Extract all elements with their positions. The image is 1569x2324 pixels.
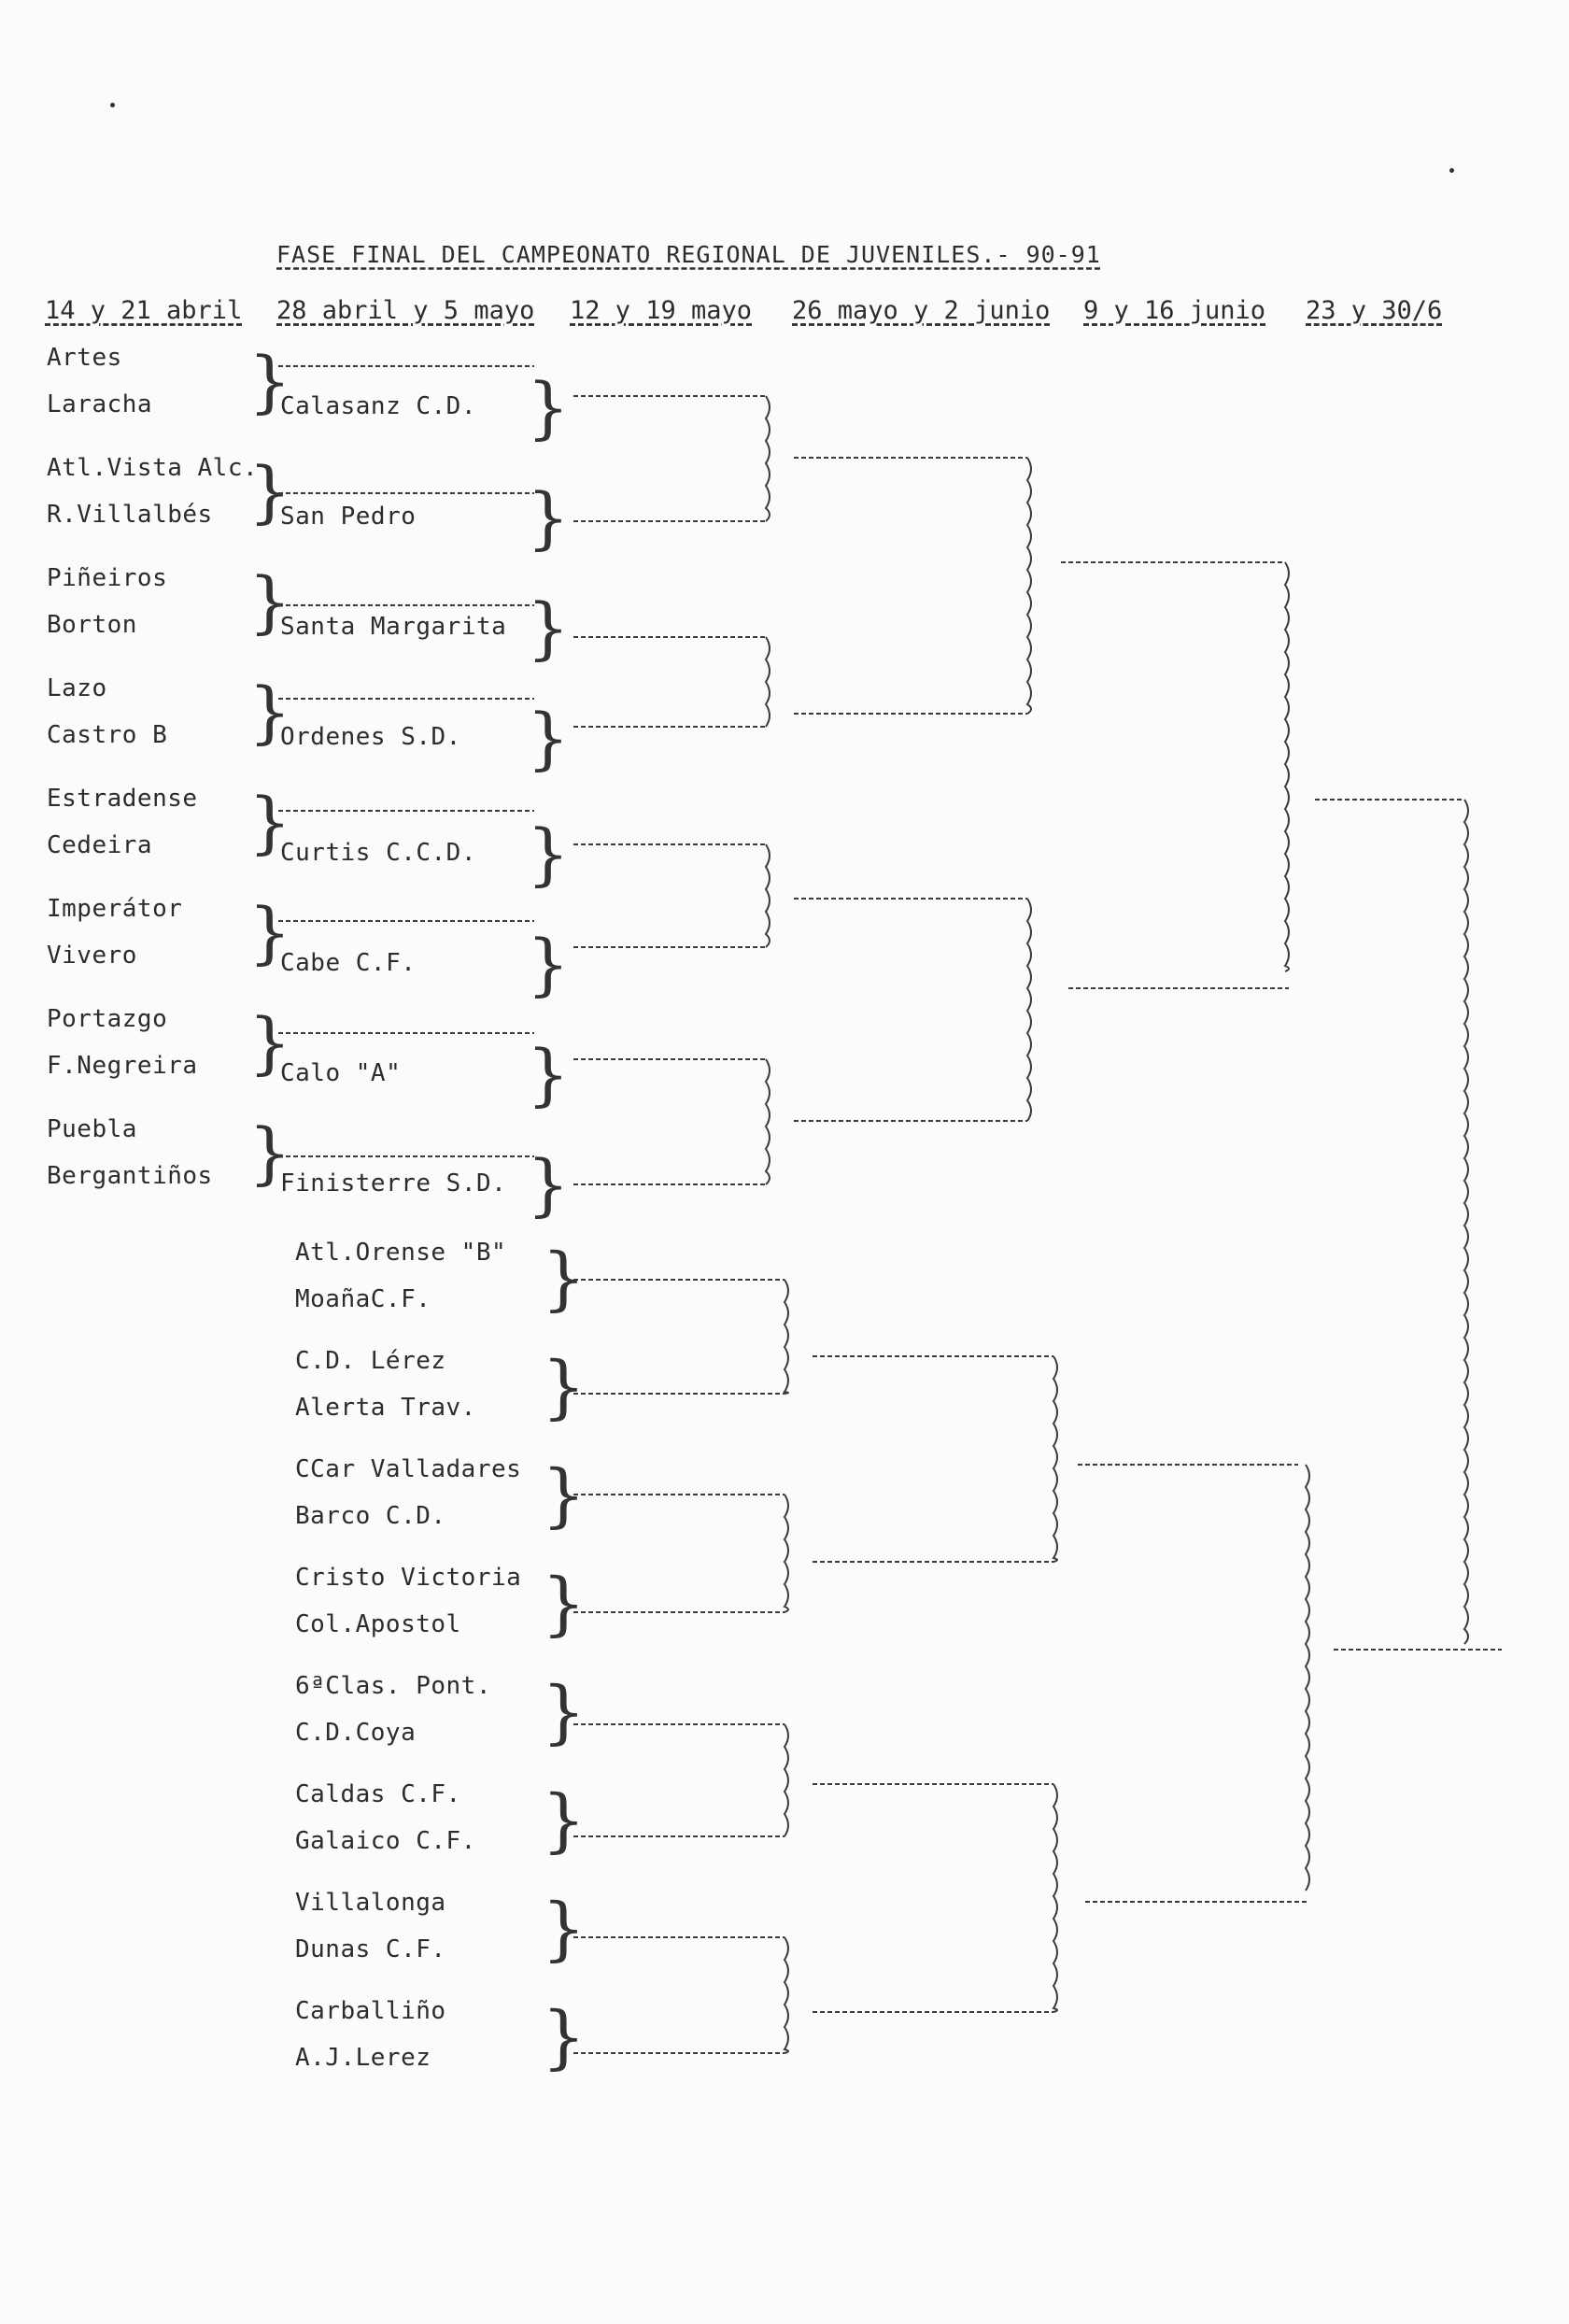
round-date-2: 28 abril y 5 mayo [276,296,535,325]
bracket-connector [766,1059,770,1184]
pairing-brace: } [248,673,291,751]
first-round-team: Atl.Vista Alc. [47,454,259,482]
first-round-team: Borton [47,611,137,639]
pairing-brace: } [542,1564,587,1644]
first-round-team: Laracha [47,390,153,418]
first-round-team: F.Negreira [47,1052,198,1080]
pairing-brace: } [248,1113,291,1192]
round-date-1: 14 y 21 abril [45,296,243,325]
second-round-team: Alerta Trav. [295,1394,476,1422]
pairing-brace: } [248,783,291,861]
second-round-team: Carballiño [295,1997,446,2025]
pairing-brace: } [527,588,570,667]
pairing-brace: } [248,1003,291,1082]
bracket-connector [1053,1356,1057,1562]
pairing-brace: } [542,1997,587,2077]
second-round-team: Caldas C.F. [295,1780,461,1808]
pairing-brace: } [527,1035,570,1113]
seeded-team: Cabe C.F. [280,949,417,977]
pairing-brace: } [542,1239,587,1319]
pairing-brace: } [527,925,570,1003]
first-round-team: Lazo [47,674,107,702]
first-round-team: Estradense [47,785,198,813]
bracket-connector [784,1724,788,1836]
second-round-team: C.D. Lérez [295,1347,446,1375]
seeded-team: Santa Margarita [280,613,507,641]
second-round-team: Dunas C.F. [295,1935,446,1963]
ink-dot [110,103,115,107]
bracket-connector [766,396,770,521]
pairing-brace: } [542,1347,587,1427]
ink-dot [1449,168,1454,173]
bracket-connector [1285,562,1289,971]
first-round-team: Bergantiños [47,1162,213,1190]
first-round-team: Artes [47,344,122,372]
pairing-brace: } [527,815,570,893]
pairing-brace: } [248,562,291,641]
second-round-team: Barco C.D. [295,1502,446,1530]
bracket-connector [1464,800,1468,1644]
round-date-4: 26 mayo y 2 junio [792,296,1051,325]
second-round-team: MoañaC.F. [295,1285,431,1313]
pairing-brace: } [527,368,570,446]
second-round-team: Atl.Orense "B" [295,1239,507,1267]
first-round-team: Portazgo [47,1005,168,1033]
first-round-team: Puebla [47,1115,137,1143]
bracket-connector [784,1280,788,1394]
bracket-connector [766,844,770,947]
second-round-team: A.J.Lerez [295,2044,431,2072]
second-round-team: Col.Apostol [295,1610,461,1638]
seeded-team: Calo "A" [280,1059,402,1087]
pairing-brace: } [248,893,291,971]
second-round-team: Galaico C.F. [295,1827,476,1855]
pairing-brace: } [527,1145,570,1224]
seeded-team: Calasanz C.D. [280,392,476,420]
bracket-connector [1027,458,1031,714]
first-round-team: R.Villalbés [47,501,213,529]
pairing-brace: } [542,1780,587,1861]
first-round-team: Imperátor [47,895,183,923]
first-round-team: Castro B [47,721,168,749]
round-date-5: 9 y 16 junio [1083,296,1266,325]
seeded-team: San Pedro [280,503,417,531]
seeded-team: Curtis C.C.D. [280,839,476,867]
pairing-brace: } [542,1455,587,1536]
second-round-team: Villalonga [295,1889,446,1917]
first-round-team: Vivero [47,942,137,970]
pairing-brace: } [527,699,570,777]
second-round-team: C.D.Coya [295,1719,417,1747]
pairing-brace: } [542,1672,587,1752]
first-round-team: Piñeiros [47,564,168,592]
pairing-brace: } [248,452,291,531]
bracket-connector [766,637,770,727]
seeded-team: Ordenes S.D. [280,723,461,751]
pairing-brace: } [542,1889,587,1969]
bracket-connector [784,1495,788,1612]
bracket-connector [1027,899,1031,1121]
round-date-6: 23 y 30/6 [1306,296,1443,325]
bracket-connector [784,1937,788,2053]
second-round-team: CCar Valladares [295,1455,522,1483]
bracket-connector [1053,1784,1057,2012]
pairing-brace: } [527,478,570,557]
second-round-team: Cristo Victoria [295,1564,522,1592]
bracket-connector [1306,1465,1309,1891]
page-title: FASE FINAL DEL CAMPEONATO REGIONAL DE JUVENILES.- 90-91 [276,241,1101,268]
seeded-team: Finisterre S.D. [280,1169,507,1197]
pairing-brace: } [248,342,291,420]
second-round-team: 6ªClas. Pont. [295,1672,491,1700]
round-date-3: 12 y 19 mayo [570,296,753,325]
first-round-team: Cedeira [47,831,153,859]
